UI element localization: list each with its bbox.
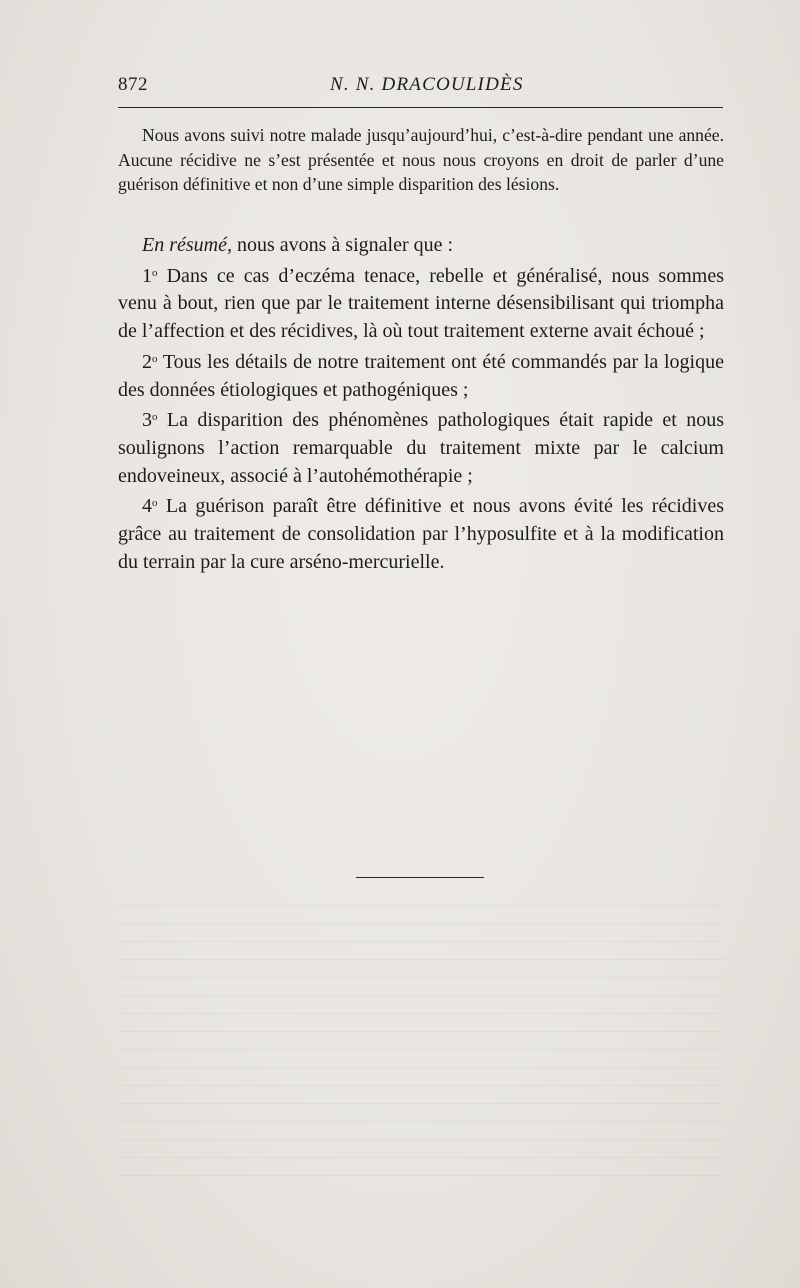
show-through-texture xyxy=(118,905,724,1185)
item-text: Dans ce cas d’eczéma tenace, rebelle et généralisé, nous sommes venu à bout, rien que par le traitement interne désensibilisant qui triompha de l’affection et des récidives, là où tout traitement externe avait échoué ; xyxy=(118,264,724,343)
intro-block xyxy=(118,123,724,197)
summary-item xyxy=(118,404,724,490)
item-number: 2$^o$ xyxy=(142,350,158,373)
paragraph-follow-up: Nous avons suivi notre malade jusqu’aujourd’hui, c’est-à-dire pendant une année. Aucune récidive ne s’est présentée et nous nous croyons en droit de parler d’une guérison définitive et non d’une simple disparition des lésions. xyxy=(118,125,724,194)
summary-item xyxy=(118,490,724,576)
summary-intro-text: nous avons à signaler que : xyxy=(231,234,454,256)
item-number: 4$^o$ xyxy=(142,495,158,518)
page-header xyxy=(118,70,723,102)
item-text: La guérison paraît être définitive et nous avons évité les récidives grâce au traitement de consolidation par l’hyposulfite et à la modification du terrain par la cure arséno-mercurielle. xyxy=(118,495,724,573)
item-text: La disparition des phénomènes pathologiques était rapide et nous soulignons l’action remarquable du traitement mixte par le calcium endoveineux, associé à l’autohémothérapie ; xyxy=(118,409,724,487)
running-head: N. N. DRACOULIDÈS xyxy=(330,74,524,95)
summary-block xyxy=(118,232,724,576)
summary-intro-emphasis: En résumé, xyxy=(142,234,232,256)
item-text: Tous les détails de notre traitement ont été commandés par la logique des données étiologiques et pathogéniques ; xyxy=(118,350,724,401)
summary-intro xyxy=(118,232,724,260)
summary-item xyxy=(118,260,724,346)
summary-item xyxy=(118,346,724,404)
page-number: 872 xyxy=(118,74,148,95)
item-number: 1$^o$ xyxy=(142,264,158,287)
header-rule xyxy=(118,107,723,108)
item-number: 3$^o$ xyxy=(142,409,158,432)
end-rule xyxy=(356,877,484,878)
